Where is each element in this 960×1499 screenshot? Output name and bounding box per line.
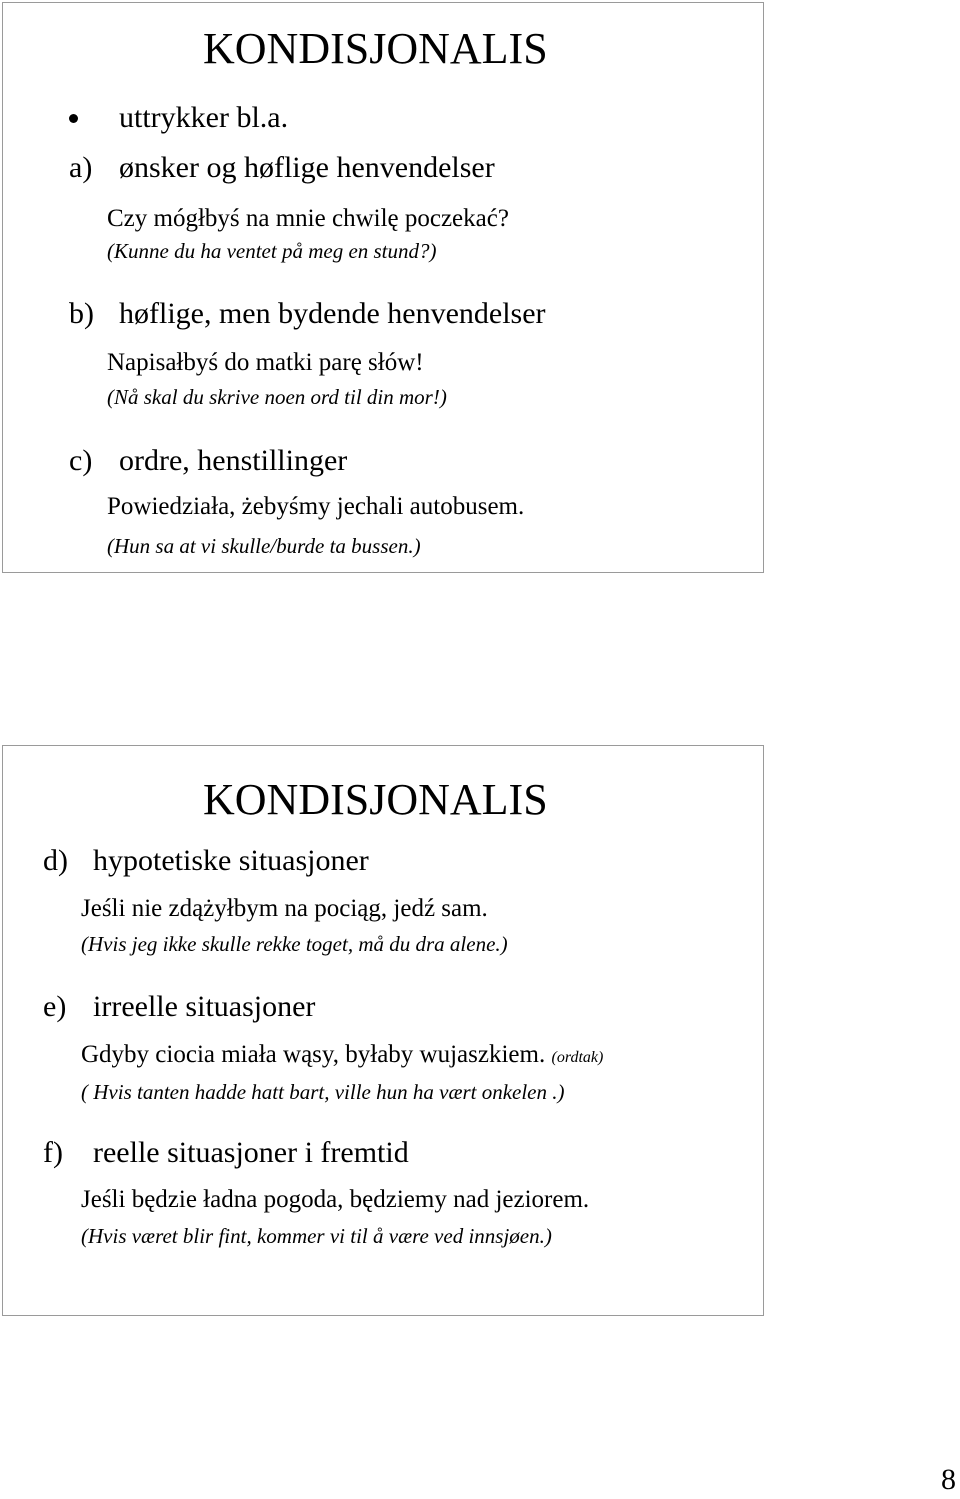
item-translation: (Hvis været blir fint, kommer vi til å være ved innsjøen.) <box>81 1224 552 1248</box>
item-note: (ordtak) <box>551 1049 604 1066</box>
bullet-dot-icon <box>69 114 78 123</box>
slide-1-bullet-text: uttrykker bl.a. <box>119 101 289 134</box>
item-heading: irreelle situasjoner <box>93 990 316 1023</box>
item-translation: ( Hvis tanten hadde hatt bart, ville hun ha vært onkelen .) <box>81 1080 565 1104</box>
item-marker: f) <box>43 1136 63 1169</box>
item-marker: d) <box>43 844 68 877</box>
item-heading: ønsker og høflige henvendelser <box>119 151 495 184</box>
slide-1-title: KONDISJONALIS <box>203 24 548 73</box>
slide-1 <box>2 2 764 573</box>
item-example-text: Gdyby ciocia miała wąsy, byłaby wujaszkiem. <box>81 1041 546 1068</box>
item-marker: e) <box>43 990 67 1023</box>
item-translation: (Hun sa at vi skulle/burde ta bussen.) <box>107 534 421 558</box>
item-marker: b) <box>69 297 94 330</box>
item-translation: (Kunne du ha ventet på meg en stund?) <box>107 239 437 263</box>
item-marker: a) <box>69 151 93 184</box>
page-number: 8 <box>941 1463 956 1496</box>
item-example: Czy mógłbyś na mnie chwilę poczekać? <box>107 205 509 232</box>
item-example <box>81 1042 603 1067</box>
item-example: Jeśli będzie ładna pogoda, będziemy nad jeziorem. <box>81 1186 590 1213</box>
item-translation: (Hvis jeg ikke skulle rekke toget, må du dra alene.) <box>81 932 508 956</box>
item-heading: reelle situasjoner i fremtid <box>93 1136 409 1169</box>
item-example: Powiedziała, żebyśmy jechali autobusem. <box>107 493 525 520</box>
item-marker: c) <box>69 444 93 477</box>
item-example: Napisałbyś do matki parę słów! <box>107 349 424 376</box>
item-heading: høflige, men bydende henvendelser <box>119 297 546 330</box>
item-example: Jeśli nie zdążyłbym na pociąg, jedź sam. <box>81 895 488 922</box>
item-heading: hypotetiske situasjoner <box>93 844 369 877</box>
item-heading: ordre, henstillinger <box>119 444 348 477</box>
item-translation: (Nå skal du skrive noen ord til din mor!) <box>107 385 447 409</box>
slide-2-title: KONDISJONALIS <box>203 775 548 824</box>
slide-2 <box>2 745 764 1316</box>
